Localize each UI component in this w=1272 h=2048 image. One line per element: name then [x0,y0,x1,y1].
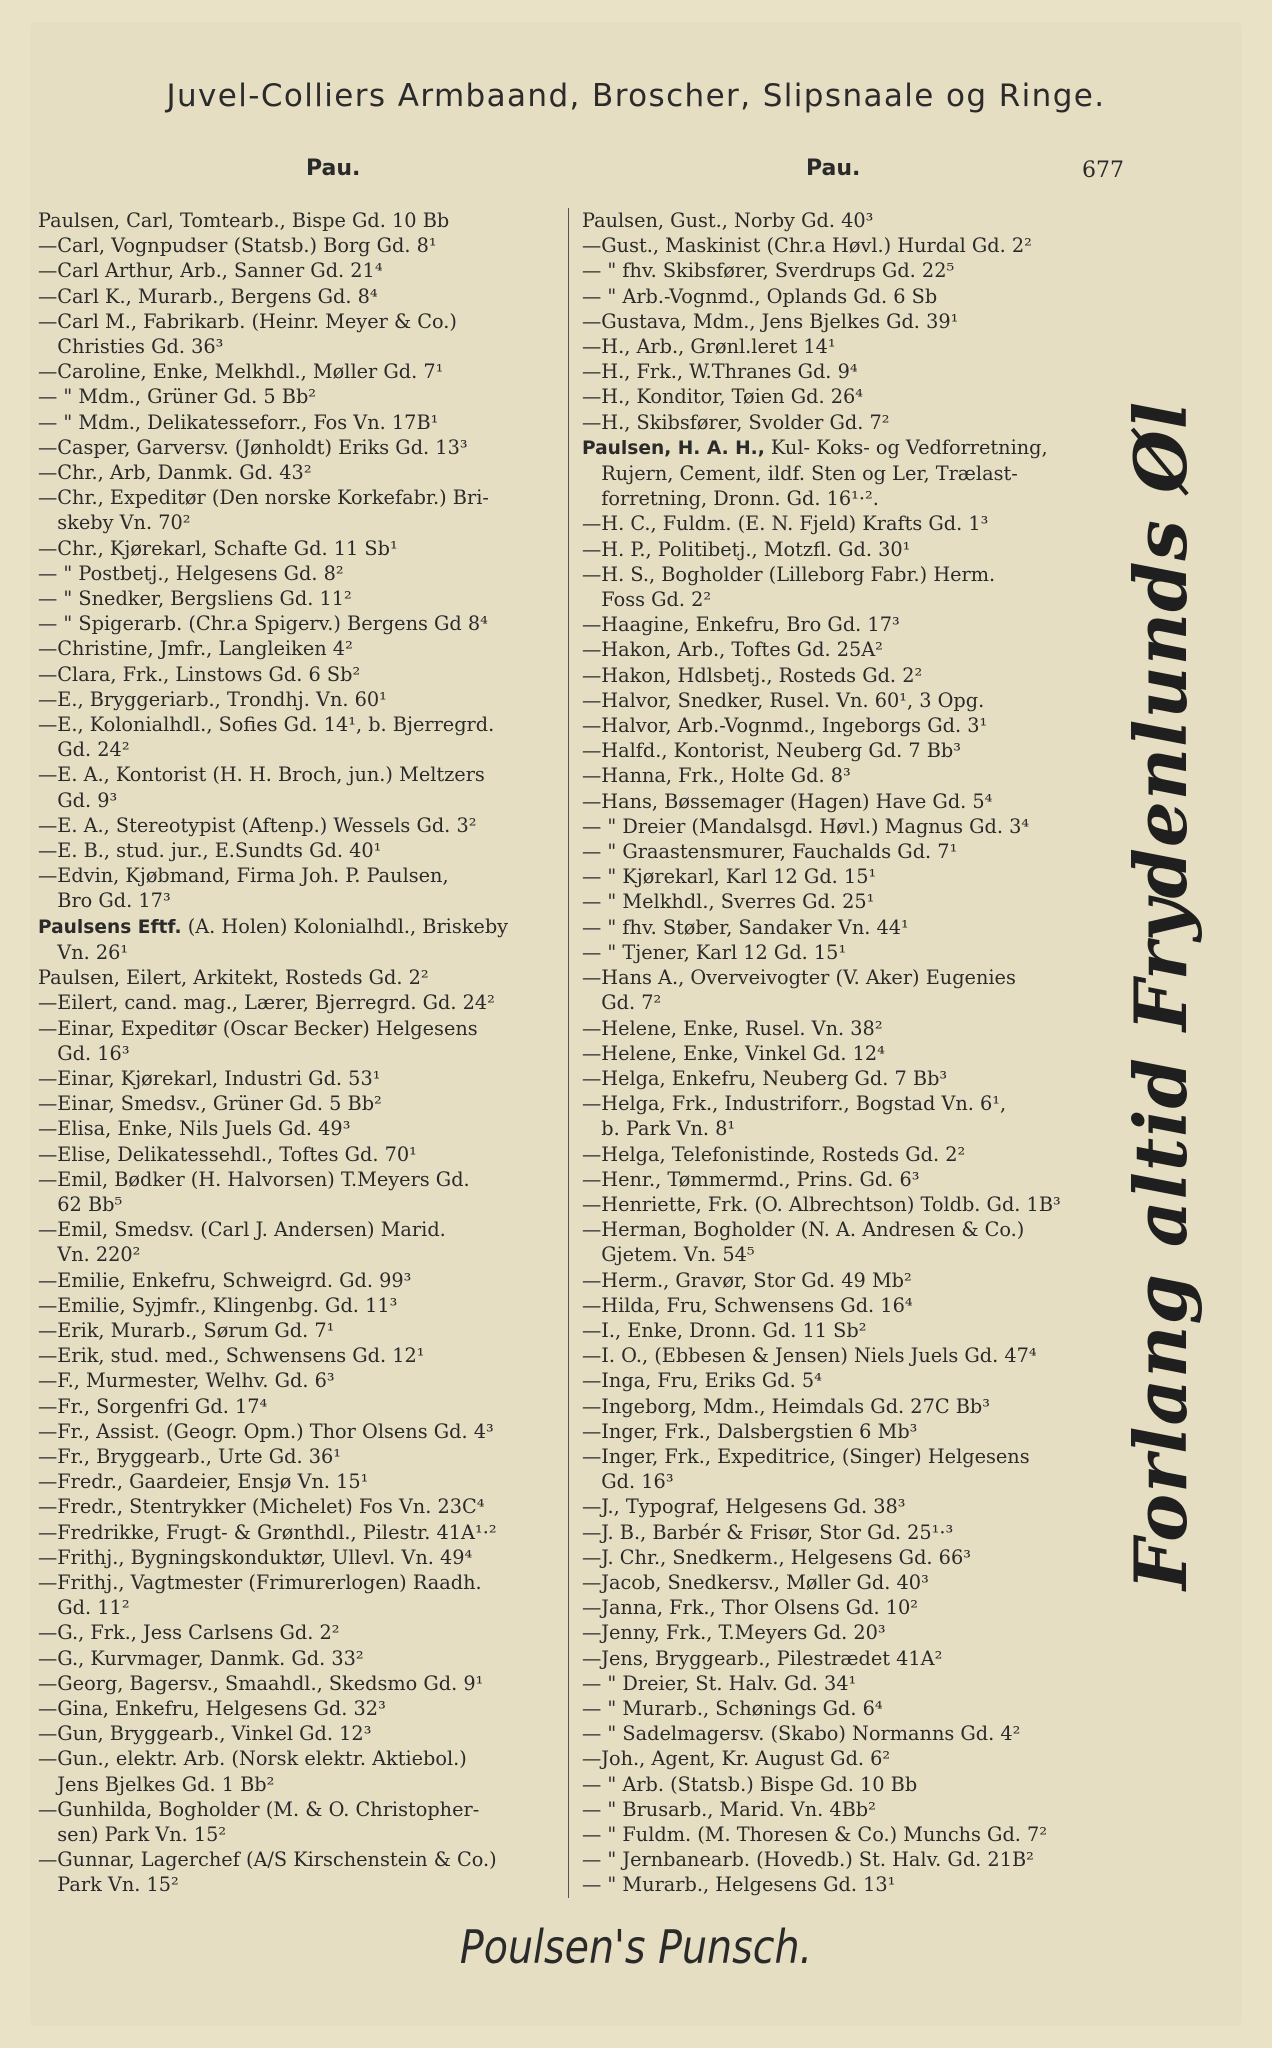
directory-entry-line: —Inga, Fru, Eriks Gd. 5⁴ [582,1369,822,1393]
directory-entry-line: —Fredr., Stentrykker (Michelet) Fos Vn. 23C⁴ [38,1495,485,1519]
directory-entry-line: —Carl M., Fabrikarb. (Heinr. Meyer & Co.) [38,309,457,333]
directory-entry-line: —Henr., Tømmermd., Prins. Gd. 6³ [582,1167,920,1191]
directory-entry-line: — " Kjørekarl, Karl 12 Gd. 15¹ [582,865,877,889]
directory-entry-line: —Gustava, Mdm., Jens Bjelkes Gd. 39¹ [582,309,959,333]
running-head-right: Pau. [806,156,861,181]
directory-entry-line: — " Snedker, Bergsliens Gd. 11² [38,587,352,611]
directory-entry-line: Jens Bjelkes Gd. 1 Bb² [38,1772,275,1796]
directory-entry-line: —Gunhilda, Bogholder (M. & O. Christopher- [38,1797,480,1821]
directory-entry-line: —Einar, Expeditør (Oscar Becker) Helgesens [38,1016,478,1040]
directory-entry-line: Rujern, Cement, ildf. Sten og Ler, Trælast- [582,462,1018,486]
directory-entry-line: —Gunnar, Lagerchef (A/S Kirschenstein & Co.) [38,1848,497,1872]
directory-entry-line: —H., Arb., Grønl.leret 14¹ [582,335,836,359]
directory-entry-line: —Helga, Telefonistinde, Rosteds Gd. 2² [582,1142,966,1166]
directory-entry-line: — " Sadelmagersv. (Skabo) Normanns Gd. 4² [582,1722,1021,1746]
directory-entry-line: —Caroline, Enke, Melkhdl., Møller Gd. 7¹ [38,360,444,384]
directory-entry-line: Gd. 9³ [38,788,118,812]
directory-entry-line: —Haagine, Enkefru, Bro Gd. 17³ [582,613,900,637]
directory-entry-line: —H., Skibsfører, Svolder Gd. 7² [582,410,890,434]
directory-entry-line: —Chr., Arb, Danmk. Gd. 43² [38,461,312,485]
directory-entry-line: — " Mdm., Grüner Gd. 5 Bb² [38,385,317,409]
directory-entry-line: —Carl K., Murarb., Bergens Gd. 8⁴ [38,284,378,308]
directory-entry-line: —Halvor, Snedker, Rusel. Vn. 60¹, 3 Opg. [582,688,985,712]
directory-entry-line: Vn. 220² [38,1243,141,1267]
directory-entry-line: —H., Konditor, Tøien Gd. 26⁴ [582,385,863,409]
directory-entry-line: — " Jernbanearb. (Hovedb.) St. Halv. Gd. 21B² [582,1848,1034,1872]
directory-entry-line: —Inger, Frk., Dalsbergstien 6 Mb³ [582,1419,918,1443]
directory-entry-line: —J. Chr., Snedkerm., Helgesens Gd. 66³ [582,1545,971,1569]
directory-entry-line: —Hakon, Hdlsbetj., Rosteds Gd. 2² [582,663,923,687]
directory-entry-line: —Hanna, Frk., Holte Gd. 8³ [582,764,851,788]
directory-entry-line: —Emil, Smedsv. (Carl J. Andersen) Marid. [38,1218,446,1242]
directory-entry-line: Gd. 16³ [38,1041,130,1065]
directory-entry-line: Park Vn. 15² [38,1873,179,1897]
directory-entry-line: —Jens, Bryggearb., Pilestrædet 41A² [582,1646,943,1670]
directory-entry-line: Bro Gd. 17³ [38,889,171,913]
directory-entry-line: — " Brusarb., Marid. Vn. 4Bb² [582,1797,876,1821]
left-column-listing [38,208,578,1898]
directory-entry-line: —Hans, Bøssemager (Hagen) Have Gd. 5⁴ [582,789,993,813]
directory-entry-line: Gd. 7² [582,991,662,1015]
directory-entry-line: —I. O., (Ebbesen & Jensen) Niels Juels Gd. 47⁴ [582,1344,1037,1368]
directory-entry-line: —G., Frk., Jess Carlsens Gd. 2² [38,1621,340,1645]
directory-entry-line: — " fhv. Skibsfører, Sverdrups Gd. 22⁵ [582,259,955,283]
directory-entry-line: —Einar, Kjørekarl, Industri Gd. 53¹ [38,1066,381,1090]
directory-entry-line: Paulsen, Gust., Norby Gd. 40³ [582,209,874,232]
directory-entry-line: —Gun., elektr. Arb. (Norsk elektr. Aktiebol.) [38,1747,467,1771]
directory-entry-line: — " Tjener, Karl 12 Gd. 15¹ [582,940,847,964]
directory-entry-line: —Gun, Bryggearb., Vinkel Gd. 12³ [38,1722,372,1746]
directory-entry-line: —H. C., Fuldm. (E. N. Fjeld) Krafts Gd. 1³ [582,512,989,536]
directory-entry-line: —Fr., Bryggearb., Urte Gd. 36¹ [38,1444,341,1468]
directory-entry-line: —Carl Arthur, Arb., Sanner Gd. 21⁴ [38,259,383,283]
directory-entry-line: —Inger, Frk., Expeditrice, (Singer) Helgesens [582,1444,1030,1468]
directory-entry-line: Paulsen, Carl, Tomtearb., Bispe Gd. 10 Bb [38,209,450,232]
directory-entry-line: —G., Kurvmager, Danmk. Gd. 33² [38,1646,364,1670]
directory-entry-line: —Fr., Sorgenfri Gd. 17⁴ [38,1394,268,1418]
directory-entry-line: —Hilda, Fru, Schwensens Gd. 16⁴ [582,1293,913,1317]
directory-entry-line: —Helga, Frk., Industriforr., Bogstad Vn. 6¹, [582,1092,1007,1116]
directory-entry-line: —F., Murmester, Welhv. Gd. 6³ [38,1369,335,1393]
directory-entry-line: —E., Bryggeriarb., Trondhj. Vn. 60¹ [38,687,387,711]
directory-entry-line: — " Arb.-Vognmd., Oplands Gd. 6 Sb [582,284,938,308]
directory-entry-line: —Emil, Bødker (H. Halvorsen) T.Meyers Gd. [38,1167,470,1191]
directory-entry-line: Gd. 16³ [582,1470,674,1494]
directory-entry-line: Gjetem. Vn. 54⁵ [582,1243,755,1267]
directory-entry-line: —Janna, Frk., Thor Olsens Gd. 10² [582,1596,918,1620]
directory-entry-line: forretning, Dronn. Gd. 16¹·². [582,487,879,511]
directory-entry-line: —Gina, Enkefru, Helgesens Gd. 32³ [38,1696,386,1720]
bottom-advertisement: Poulsen's Punsch. [459,1920,813,1974]
directory-entry-line: —Georg, Bagersv., Smaahdl., Skedsmo Gd. 9¹ [38,1671,484,1695]
column-divider [568,208,569,1898]
directory-entry-line: Paulsen, H. A. H., Kul- Koks- og Vedforretning, [582,435,1048,459]
directory-entry-line: —Helene, Enke, Vinkel Gd. 12⁴ [582,1041,885,1065]
directory-entry-line: —H., Frk., W.Thranes Gd. 9⁴ [582,360,858,384]
directory-entry-line: Christies Gd. 36³ [38,335,224,359]
directory-entry-line: —Erik, stud. med., Schwensens Gd. 12¹ [38,1344,425,1368]
directory-entry-line: —J. B., Barbér & Frisør, Stor Gd. 25¹·³ [582,1520,954,1544]
directory-entry-line: sen) Park Vn. 15² [38,1823,227,1846]
directory-entry-line: —Carl, Vognpudser (Statsb.) Borg Gd. 8¹ [38,234,437,258]
directory-entry-line: b. Park Vn. 8¹ [582,1117,736,1141]
directory-entry-line: —Casper, Garversv. (Jønholdt) Eriks Gd. 13³ [38,435,468,459]
top-advertisement-banner: Juvel-Colliers Armbaand, Broscher, Slipsnaale og Ringe. [166,78,1106,114]
directory-entry-line: —Hans A., Overveivogter (V. Aker) Eugenies [582,966,1016,990]
directory-entry-line: Gd. 11² [38,1596,130,1620]
directory-entry-line: — " Arb. (Statsb.) Bispe Gd. 10 Bb [582,1772,918,1796]
directory-entry-line: —H. P., Politibetj., Motzfl. Gd. 30¹ [582,537,911,561]
directory-entry-line: —Chr., Expeditør (Den norske Korkefabr.) Bri- [38,486,489,510]
directory-entry-line: —Christine, Jmfr., Langleiken 4² [38,637,353,661]
directory-entry-line: —Fredrikke, Frugt- & Grønthdl., Pilestr. 41A¹·² [38,1520,497,1544]
directory-entry-line: —E. B., stud. jur., E.Sundts Gd. 40¹ [38,839,382,863]
directory-entry-line: — " Graastensmurer, Fauchalds Gd. 7¹ [582,840,958,864]
directory-entry-line: —Halfd., Kontorist, Neuberg Gd. 7 Bb³ [582,739,961,763]
directory-entry-line: Paulsens Eftf. (A. Holen) Kolonialhdl., Briskeby [38,914,509,938]
directory-entry-line: —I., Enke, Dronn. Gd. 11 Sb² [582,1318,867,1342]
directory-entry-line: —Ingeborg, Mdm., Heimdals Gd. 27C Bb³ [582,1394,990,1418]
directory-entry-line: —Erik, Murarb., Sørum Gd. 7¹ [38,1318,335,1342]
directory-entry-line: —Jacob, Snedkersv., Møller Gd. 40³ [582,1570,929,1594]
directory-entry-line: —Clara, Frk., Linstows Gd. 6 Sb² [38,662,361,686]
directory-entry-line: —E. A., Kontorist (H. H. Broch, jun.) Meltzers [38,763,485,787]
directory-entry-line: — " Dreier (Mandalsgd. Høvl.) Magnus Gd. 3⁴ [582,814,1030,838]
directory-entry-line: —Emilie, Enkefru, Schweigrd. Gd. 99³ [38,1268,412,1292]
directory-entry-line: — " Fuldm. (M. Thoresen & Co.) Munchs Gd. 7² [582,1823,1048,1846]
directory-entry-line: —Fr., Assist. (Geogr. Opm.) Thor Olsens Gd. 4³ [38,1419,494,1443]
directory-entry-line: — " Mdm., Delikatesseforr., Fos Vn. 17B¹ [38,410,439,434]
side-advertisement-text: Forlang altid Frydenlunds Øl [1118,400,1203,1590]
directory-entry-line: —E. A., Stereotypist (Aftenp.) Wessels Gd. 3² [38,813,477,837]
directory-entry-line: —Hakon, Arb., Toftes Gd. 25A² [582,638,883,662]
directory-entry-line: —Helene, Enke, Rusel. Vn. 38² [582,1016,883,1040]
directory-entry-line: —Elisa, Enke, Nils Juels Gd. 49³ [38,1117,351,1141]
directory-entry-line: —Henriette, Frk. (O. Albrechtson) Toldb. Gd. 1B³ [582,1192,1061,1216]
directory-entry-line: Vn. 26¹ [38,940,129,964]
directory-entry-line: — " Spigerarb. (Chr.a Spigerv.) Bergens Gd 8⁴ [38,612,488,636]
directory-entry-line: — " Murarb., Schønings Gd. 6⁴ [582,1696,883,1720]
directory-entry-line: skeby Vn. 70² [38,511,191,535]
directory-entry-line: — " Murarb., Helgesens Gd. 13¹ [582,1873,896,1897]
directory-entry-line: —Herman, Bogholder (N. A. Andresen & Co.) [582,1218,1025,1242]
directory-entry-line: —Edvin, Kjøbmand, Firma Joh. P. Paulsen, [38,864,449,888]
directory-entry-line: 62 Bb⁵ [38,1192,123,1216]
directory-entry-line: —Eilert, cand. mag., Lærer, Bjerregrd. Gd. 24² [38,991,495,1015]
directory-entry-line: —Fredr., Gaardeier, Ensjø Vn. 15¹ [38,1470,369,1494]
page-number: 677 [1082,158,1124,183]
directory-entry-line: Gd. 24² [38,738,130,762]
directory-entry-line: —Einar, Smedsv., Grüner Gd. 5 Bb² [38,1092,382,1116]
directory-entry-line: —Halvor, Arb.-Vognmd., Ingeborgs Gd. 3¹ [582,714,988,738]
directory-entry-line: —H. S., Bogholder (Lilleborg Fabr.) Herm. [582,562,996,586]
directory-entry-line: —Herm., Gravør, Stor Gd. 49 Mb² [582,1268,912,1292]
directory-entry-line: —Gust., Maskinist (Chr.a Høvl.) Hurdal Gd. 2² [582,234,1032,258]
directory-entry-line: —Emilie, Syjmfr., Klingenbg. Gd. 11³ [38,1293,398,1317]
directory-entry-line: —E., Kolonialhdl., Sofies Gd. 14¹, b. Bjerregrd. [38,713,495,737]
directory-entry-line: — " Dreier, St. Halv. Gd. 34¹ [582,1671,857,1695]
running-head-left: Pau. [306,156,361,181]
directory-entry-line: —Chr., Kjørekarl, Schafte Gd. 11 Sb¹ [38,536,398,560]
directory-entry-line: Paulsen, Eilert, Arkitekt, Rosteds Gd. 2² [38,966,429,990]
directory-entry-line: — " fhv. Støber, Sandaker Vn. 44¹ [582,915,909,939]
directory-entry-line: —Frithj., Vagtmester (Frimurerlogen) Raadh. [38,1570,482,1594]
directory-entry-line: — " Postbetj., Helgesens Gd. 8² [38,561,344,585]
directory-entry-line: Foss Gd. 2² [582,588,712,612]
directory-entry-line: —J., Typograf, Helgesens Gd. 38³ [582,1495,906,1519]
directory-entry-line: — " Melkhdl., Sverres Gd. 25¹ [582,890,875,914]
right-column-listing [582,208,1122,1898]
directory-entry-line: —Jenny, Frk., T.Meyers Gd. 20³ [582,1621,886,1645]
directory-entry-line: —Elise, Delikatessehdl., Toftes Gd. 70¹ [38,1142,417,1166]
directory-entry-line: —Joh., Agent, Kr. August Gd. 6² [582,1747,891,1771]
directory-entry-line: —Frithj., Bygningskonduktør, Ullevl. Vn. 49⁴ [38,1545,473,1569]
directory-entry-line: —Helga, Enkefru, Neuberg Gd. 7 Bb³ [582,1066,948,1090]
